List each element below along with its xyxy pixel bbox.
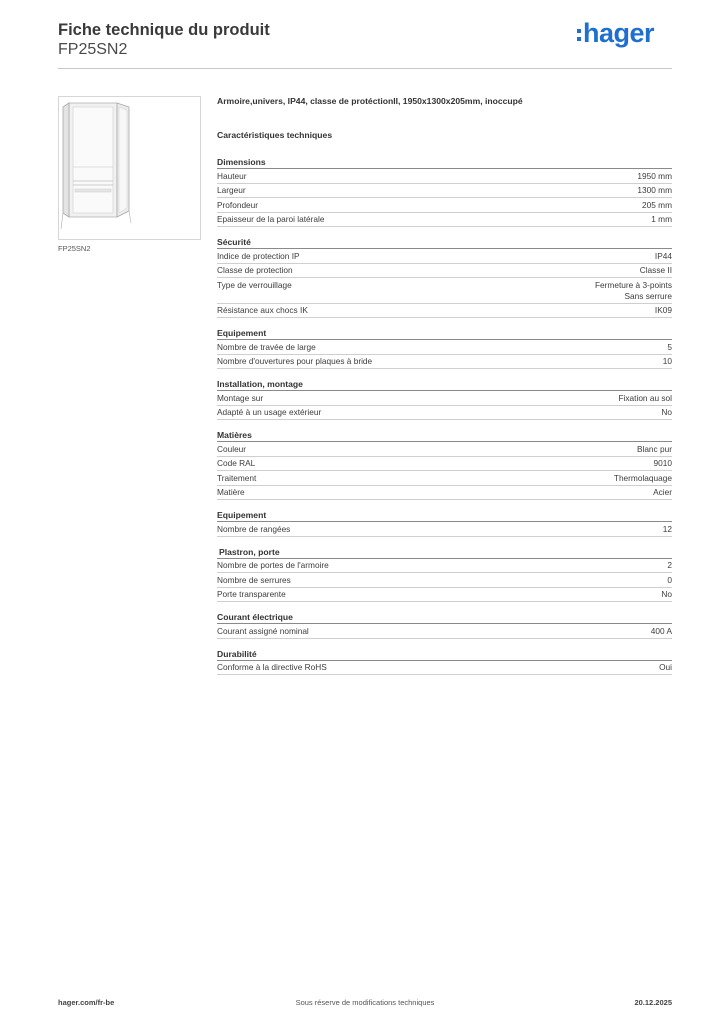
section-title: Dimensions: [217, 156, 672, 169]
spec-value: 9010: [653, 458, 672, 468]
spec-section: [217, 327, 672, 369]
spec-value: 205 mm: [642, 199, 672, 210]
spec-label: Classe de protection: [217, 265, 293, 275]
spec-value: 5: [667, 341, 672, 352]
spec-row: [217, 661, 672, 676]
spec-value: 12: [662, 523, 672, 534]
footer-date: 20.12.2025: [634, 998, 672, 1007]
spec-section: [217, 236, 672, 318]
spec-row: [217, 184, 672, 199]
footer-disclaimer: Sous réserve de modifications techniques: [295, 998, 435, 1007]
spec-section: [217, 378, 672, 420]
spec-label: Indice de protection IP: [217, 250, 300, 261]
spec-label: Nombre de travée de large: [217, 341, 316, 352]
spec-value: No: [661, 589, 672, 599]
spec-label: Matière: [217, 487, 245, 497]
section-title: Plastron, porte: [217, 546, 672, 559]
section-title: Courant électrique: [217, 611, 672, 624]
brand-logo[interactable]: [577, 18, 654, 48]
spec-value: 1 mm: [651, 214, 672, 224]
product-image: [58, 96, 201, 240]
product-code: FP25SN2: [58, 41, 128, 58]
spec-row: [217, 573, 672, 588]
spec-value: 0: [667, 574, 672, 585]
spec-value: 1950 mm: [637, 170, 672, 181]
spec-section: [217, 648, 672, 676]
spec-value: 400 A: [650, 625, 672, 636]
spec-row: [217, 304, 672, 319]
image-caption: FP25SN2: [58, 244, 91, 253]
footer-website-link[interactable]: hager.com/fr-be: [58, 998, 115, 1007]
spec-label: Courant assigné nominal: [217, 625, 309, 636]
spec-section: [217, 429, 672, 500]
spec-row: [217, 355, 672, 370]
spec-row: [217, 264, 672, 279]
spec-value: IK09: [654, 305, 672, 315]
spec-row: [217, 340, 672, 355]
logo-dots-icon: [577, 29, 581, 41]
spec-row: [217, 486, 672, 501]
spec-row: [217, 169, 672, 184]
spec-row: [217, 406, 672, 421]
spec-label: Conforme à la directive RoHS: [217, 662, 327, 672]
spec-label: Porte transparente: [217, 589, 286, 599]
spec-value: Fermeture à 3-points Sans serrure: [594, 279, 672, 301]
section-title: Matières: [217, 429, 672, 442]
spec-label: Type de verrouillage: [217, 279, 292, 290]
spec-label: Epaisseur de la paroi latérale: [217, 214, 325, 224]
spec-row: [217, 471, 672, 486]
spec-label: Couleur: [217, 443, 247, 454]
spec-row: [217, 588, 672, 603]
section-title: Installation, montage: [217, 378, 672, 391]
page-title: Fiche technique du produit: [58, 21, 270, 39]
spec-label: Résistance aux chocs IK: [217, 305, 308, 315]
spec-label: Nombre d'ouvertures pour plaques à bride: [217, 356, 373, 366]
spec-section: [217, 509, 672, 537]
spec-label: Code RAL: [217, 458, 256, 468]
spec-row: [217, 198, 672, 213]
spec-row: [217, 278, 672, 304]
spec-value: Blanc pur: [636, 443, 672, 454]
spec-value: Classe II: [639, 265, 672, 275]
spec-label: Profondeur: [217, 199, 259, 210]
spec-value: 10: [662, 356, 672, 366]
cabinet-illustration: [59, 97, 200, 239]
spec-row: [217, 442, 672, 457]
spec-value: Oui: [659, 662, 672, 672]
header-divider: [58, 68, 672, 69]
spec-row: [217, 624, 672, 639]
section-title: Equipement: [217, 327, 672, 340]
spec-value: Thermolaquage: [613, 472, 672, 483]
section-title: Equipement: [217, 509, 672, 522]
spec-label: Largeur: [217, 185, 246, 195]
spec-label: Traitement: [217, 472, 257, 483]
spec-value: Acier: [653, 487, 672, 497]
page-footer: [58, 998, 672, 1010]
spec-value: 1300 mm: [637, 185, 672, 195]
page-header: [58, 20, 672, 70]
spec-section: [217, 156, 672, 227]
spec-value: Fixation au sol: [618, 392, 672, 403]
spec-row: [217, 457, 672, 472]
spec-label: Adapté à un usage extérieur: [217, 407, 322, 417]
spec-row: [217, 522, 672, 537]
spec-label: Hauteur: [217, 170, 247, 181]
brand-name: hager: [582, 18, 654, 48]
spec-section: [217, 546, 672, 603]
product-content: [217, 96, 672, 684]
section-title: Durabilité: [217, 648, 672, 661]
spec-row: [217, 559, 672, 574]
spec-label: Nombre de portes de l'armoire: [217, 560, 329, 570]
spec-value: 2: [667, 560, 672, 570]
spec-label: Nombre de rangées: [217, 523, 291, 534]
spec-label: Montage sur: [217, 392, 264, 403]
product-description: Armoire,univers, IP44, classe de protéctionII, 1950x1300x205mm, inoccupé: [217, 96, 523, 106]
spec-value: No: [661, 407, 672, 417]
spec-row: [217, 213, 672, 228]
section-title: Sécurité: [217, 236, 672, 249]
spec-value: IP44: [654, 250, 672, 261]
tech-specs-heading: Caractéristiques techniques: [217, 130, 333, 140]
spec-row: [217, 249, 672, 264]
spec-label: Nombre de serrures: [217, 574, 291, 585]
spec-row: [217, 391, 672, 406]
spec-section: [217, 611, 672, 639]
